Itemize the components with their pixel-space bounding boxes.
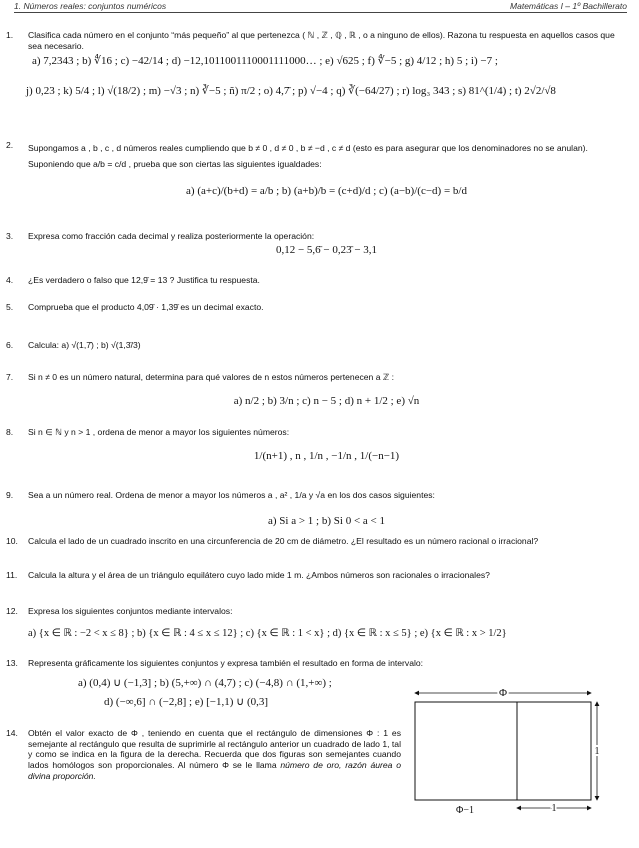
exercise-formula: a) Si a > 1 ; b) Si 0 < a < 1 [268,514,385,527]
exercise-2 [6,140,625,198]
exercise-formula: 0,12 − 5,6̄ − 0,23̄ − 3,1 [275,243,378,256]
page-header [14,1,627,13]
exercise-3 [6,231,625,257]
exercise-number: 13. [6,658,18,668]
exercise-text: Calcula el lado de un cuadrado inscrito en una circunferencia de 20 cm de diámetro. ¿El resultado es un número racional o irracional? [28,536,539,546]
exercise-formula: a) (a+c)/(b+d) = a/b ; b) (a+b)/b = (c+d)/d ; c) (a−b)/(c−d) = b/d [186,184,467,197]
exercise-number: 5. [6,302,14,312]
exercise-11 [6,570,625,581]
side-label: 1 [594,746,600,757]
exercise-items-line-1: a) 7,2343 ; b) ∜16 ; c) −42/14 ; d) −12,1011001110001111000… ; e) √625 ; f) ∜−5 ; g) 4/12 ; h) 5 ; i) −7 ; [32,55,498,68]
exercise-text: Calcula la altura y el área de un triángulo equilátero cuyo lado mide 1 m. ¿Ambos números son racionales o irracionales? [28,570,490,580]
exercise-items-line-2: j) 0,23 ; k) 5/4 ; l) √(18/2) ; m) −√3 ; n) ∛−5 ; ñ) π/2 ; o) 4,7̄ ; p) √−4 ; q) ∛(−64/27) ; r) log₃ 343 ; s) 81^(1/4) ; t) 2√2/√8 [26,85,556,98]
exercise-text: Calcula: a) √(1,7̄) ; b) √(1,3̄/3) [28,340,141,350]
exercise-6 [6,340,625,351]
exercise-formula-1: a) (0,4) ∪ (−1,3] ; b) (5,+∞) ∩ (4,7) ; c) (−4,8) ∩ (1,+∞) ; [78,676,332,689]
exercise-text: Comprueba que el producto 4,09̄ · 1,39̄ es un decimal exacto. [28,302,264,312]
exercise-formula-2: d) (−∞,6] ∩ (−2,8] ; e) [−1,1) ∪ (0,3] [104,696,269,709]
exercise-text: Si n ≠ 0 es un número natural, determina para qué valores de n estos números pertenecen a ℤ : [28,372,395,382]
top-label: Φ [498,687,508,699]
golden-rectangle-diagram [413,686,613,822]
exercise-text: Expresa los siguientes conjuntos mediante intervalos: [28,606,233,616]
exercise-7 [6,372,625,408]
exercise-formula: 1/(n+1) , n , 1/n , −1/n , 1/(−n−1) [253,449,400,462]
exercise-12 [6,606,625,640]
bottom-right-label: 1 [551,803,557,814]
outer-rectangle [415,702,591,800]
exercise-10 [6,536,625,547]
exercise-text: Obtén el valor exacto de Φ , teniendo en cuenta que el rectángulo de dimensiones Φ : 1 es semejante al rectángulo que resulta de suprimirle al rectángulo anterior un cuadrado de lado 1, tal y como se indica en la figura de la derecha. Recuerda que dos figuras son semejantes cuando lados homólogos son proporcionales. Al número Φ se le llama [28,728,401,771]
exercise-formula: a) {x ∈ ℝ : −2 < x ≤ 8} ; b) {x ∈ ℝ : 4 ≤ x ≤ 12} ; c) {x ∈ ℝ : 1 < x} ; d) {x ∈ ℝ : x ≤ 5} ; e) {x ∈ ℝ : x > 1/2} [28,627,507,639]
header-left: 1. Números reales: conjuntos numéricos [14,1,167,11]
exercise-number: 9. [6,490,14,500]
exercise-8 [6,427,625,463]
exercise-number: 7. [6,372,14,382]
bottom-left-label: Φ−1 [456,805,474,816]
exercise-text: Si n ∈ ℕ y n > 1 , ordena de menor a mayor los siguientes números: [28,427,290,437]
exercise-number: 6. [6,340,14,350]
exercise-text: Supongamos a , b , c , d números reales cumpliendo que b ≠ 0 , d ≠ 0 , b ≠ −d , c ≠ d (esto es para asegurar que los denominadores no se anulan). Suponiendo que a/b = c/d , prueba que son ciertas las siguientes igualdades: [28,143,588,170]
exercise-text: Clasifica cada número en el conjunto “más pequeño” al que pertenezca ( ℕ , ℤ , ℚ , ℝ , o a ninguno de ellos). Razona tu respuesta en aquellos casos que sea necesario. [28,30,615,51]
exercise-number: 4. [6,275,14,285]
exercise-number: 3. [6,231,14,241]
exercise-1 [6,30,625,99]
exercise-text: Representa gráficamente los siguientes conjuntos y expresa también el resultado en forma de intervalo: [28,658,424,668]
exercise-text: Expresa como fracción cada decimal y realiza posteriormente la operación: [28,231,315,241]
exercise-number: 11. [6,570,18,580]
exercise-number: 2. [6,140,14,150]
exercise-number: 12. [6,606,18,616]
exercise-text: ¿Es verdadero o falso que 12,9̄ = 13 ? Justifica tu respuesta. [28,275,260,285]
exercise-number: 14. [6,728,18,738]
exercise-9 [6,490,625,528]
exercise-text-italic: número de oro, razón áurea o divina proporción. [28,760,401,781]
exercise-formula: a) n/2 ; b) 3/n ; c) n − 5 ; d) n + 1/2 ; e) √n [233,394,420,407]
exercise-4 [6,275,625,286]
exercise-number: 1. [6,30,14,40]
exercise-5 [6,302,625,313]
exercise-14 [6,728,401,782]
exercise-number: 10. [6,536,18,546]
header-right: Matemáticas I – 1º Bachillerato [510,1,627,11]
exercise-number: 8. [6,427,14,437]
exercise-text: Sea a un número real. Ordena de menor a mayor los números a , a² , 1/a y √a en los dos casos siguientes: [28,490,435,500]
